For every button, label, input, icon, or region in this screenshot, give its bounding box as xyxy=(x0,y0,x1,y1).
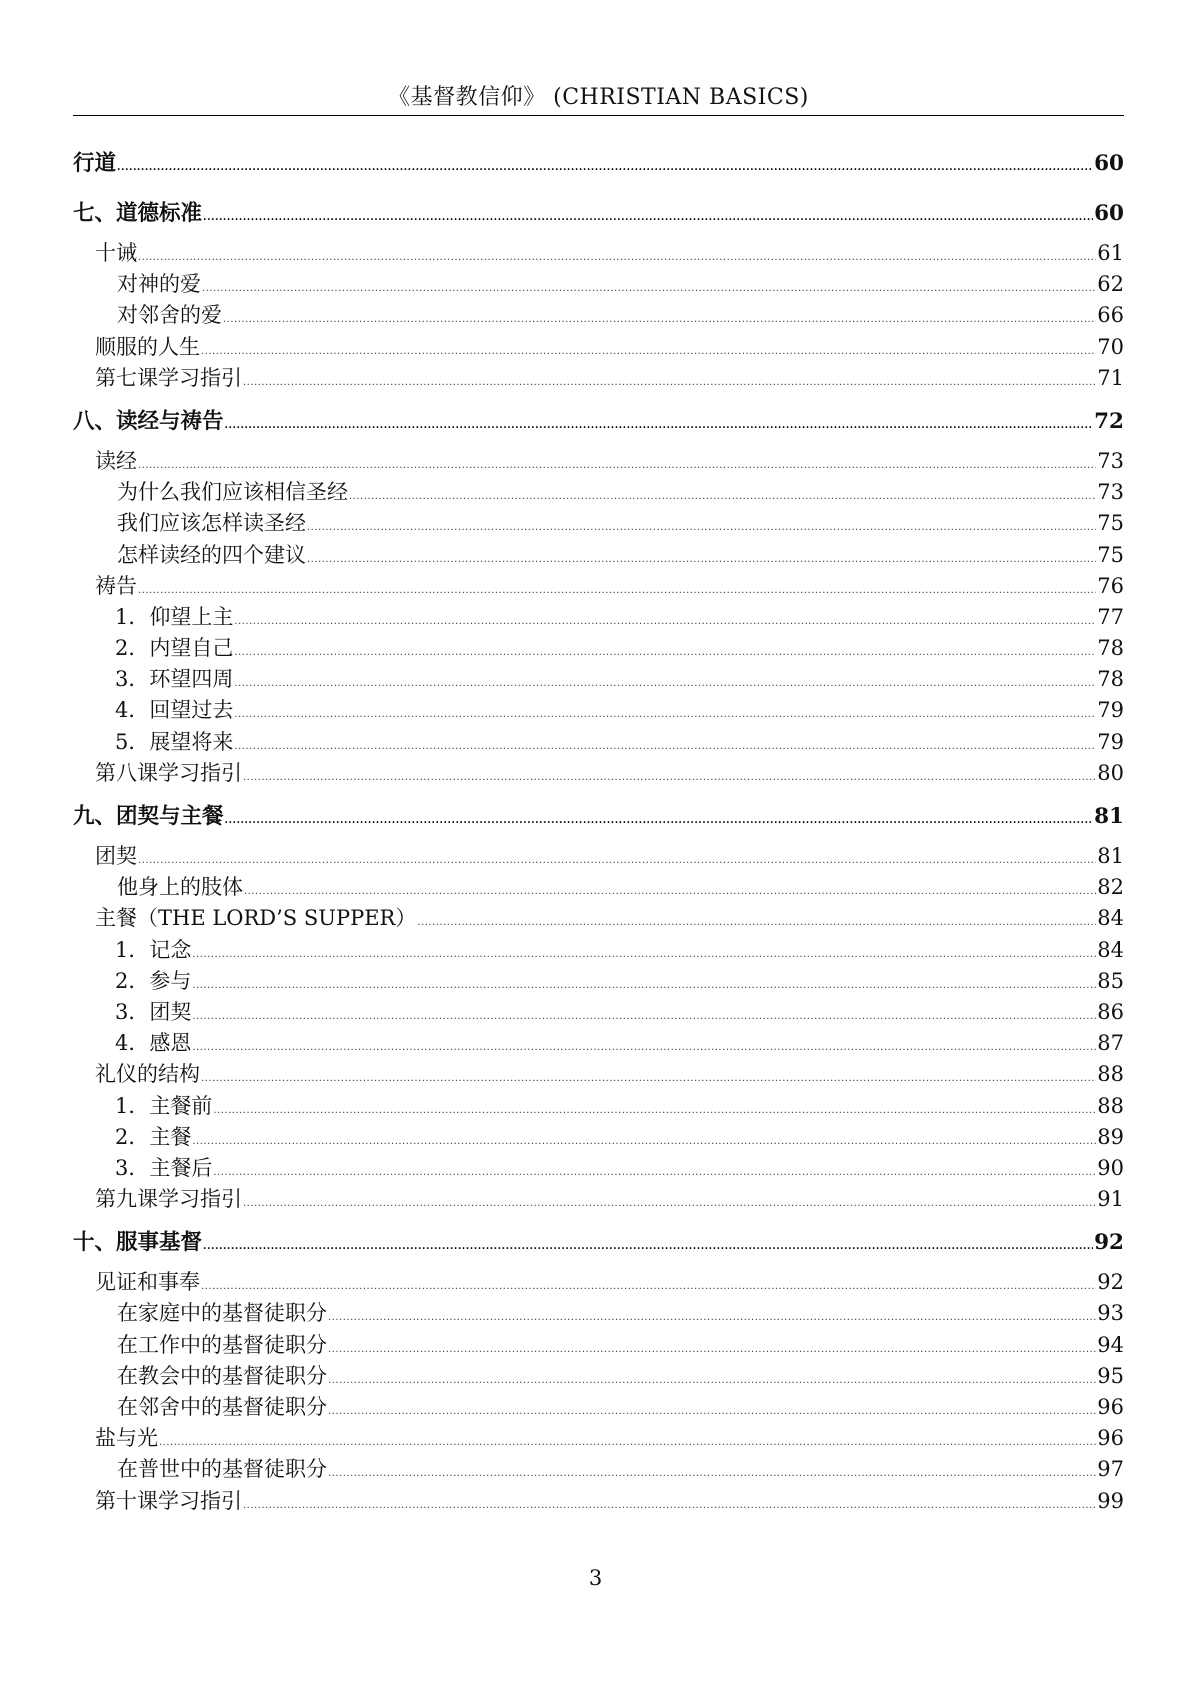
dot-leader xyxy=(417,907,1096,938)
toc-entry[interactable] xyxy=(73,1267,1124,1298)
toc-entry-title: 我们应该怎样读圣经 xyxy=(117,511,306,536)
toc-entry-page: 75 xyxy=(1097,542,1124,567)
toc-entry-page: 76 xyxy=(1097,573,1124,598)
toc-entry-page: 61 xyxy=(1097,241,1124,265)
toc-entry-title: 2．内望自己 xyxy=(115,636,234,661)
dot-leader xyxy=(234,668,1096,699)
toc-entry-title: 行道 xyxy=(73,151,117,176)
dot-leader xyxy=(225,404,1094,448)
toc-entry-title: 3．主餐后 xyxy=(115,1155,213,1180)
dot-leader xyxy=(307,512,1096,543)
dot-leader xyxy=(328,1334,1096,1365)
toc-entry-title: 第八课学习指引 xyxy=(95,760,242,785)
dot-leader xyxy=(192,939,1096,970)
toc-entry-title: 在教会中的基督徒职分 xyxy=(117,1363,327,1388)
toc-entry-page: 73 xyxy=(1097,480,1124,505)
toc-entry-page: 81 xyxy=(1094,804,1124,829)
dot-leader xyxy=(243,762,1096,793)
dot-leader xyxy=(138,242,1096,273)
toc-entry[interactable] xyxy=(73,508,1124,539)
toc-entry[interactable] xyxy=(73,935,1124,966)
toc-entry-title: 九、团契与主餐 xyxy=(73,804,224,829)
toc-entry-title: 2．参与 xyxy=(115,968,192,993)
toc-entry-title: 顺服的人生 xyxy=(95,334,200,359)
dot-leader xyxy=(225,799,1094,843)
toc-entry[interactable] xyxy=(73,758,1124,789)
toc-entry-title: 见证和事奉 xyxy=(95,1270,200,1295)
toc-entry-title: 在邻舍中的基督徒职分 xyxy=(117,1395,327,1419)
dot-leader xyxy=(307,544,1096,575)
toc-entry-page: 89 xyxy=(1097,1124,1124,1149)
toc-entry-title: 八、读经与祷告 xyxy=(73,408,224,434)
dot-leader xyxy=(117,146,1093,190)
toc-entry-title: 3．环望四周 xyxy=(115,667,234,692)
toc-entry-page: 87 xyxy=(1097,1031,1124,1056)
toc-chapter-entry[interactable] xyxy=(73,400,1124,444)
toc-entry[interactable] xyxy=(73,540,1124,571)
toc-entry-title: 怎样读经的四个建议 xyxy=(117,542,306,567)
toc-entry-title: 他身上的肢体 xyxy=(117,875,243,900)
toc-entry-page: 94 xyxy=(1097,1332,1124,1357)
toc-entry-title: 十、服事基督 xyxy=(73,1230,203,1256)
toc-entry[interactable] xyxy=(73,872,1124,903)
toc-entry-page: 97 xyxy=(1097,1457,1124,1482)
toc-entry-page: 81 xyxy=(1097,844,1124,868)
toc-entry-page: 79 xyxy=(1097,729,1124,754)
toc-entry-page: 66 xyxy=(1097,303,1124,328)
toc-entry[interactable] xyxy=(73,1392,1124,1423)
toc-entry-page: 95 xyxy=(1097,1363,1124,1388)
toc-entry-title: 团契 xyxy=(95,844,137,868)
toc-entry-title: 十诫 xyxy=(95,241,137,265)
toc-chapter-entry[interactable] xyxy=(73,142,1124,186)
dot-leader xyxy=(223,304,1096,335)
toc-entry[interactable] xyxy=(73,997,1124,1028)
dot-leader xyxy=(243,1490,1096,1521)
toc-entry-title: 为什么我们应该相信圣经 xyxy=(117,480,348,505)
toc-entry-title: 读经 xyxy=(95,448,137,473)
page-number: 3 xyxy=(588,1566,603,1590)
dot-leader xyxy=(349,481,1096,512)
toc-entry[interactable] xyxy=(73,695,1124,726)
toc-entry[interactable] xyxy=(73,841,1124,872)
toc-entry-page: 82 xyxy=(1097,875,1124,900)
toc-entry-page: 92 xyxy=(1097,1270,1124,1295)
toc-entry-title: 在家庭中的基督徒职分 xyxy=(117,1301,327,1326)
dot-leader xyxy=(213,1157,1096,1188)
toc-entry[interactable] xyxy=(73,571,1124,602)
toc-entry-page: 91 xyxy=(1097,1187,1124,1212)
toc-entry-page: 86 xyxy=(1097,999,1124,1024)
toc-entry-title: 1．主餐前 xyxy=(115,1093,213,1118)
dot-leader xyxy=(202,273,1096,304)
toc-entry[interactable] xyxy=(73,446,1124,477)
toc-entry[interactable] xyxy=(73,1122,1124,1153)
toc-entry-page: 78 xyxy=(1097,667,1124,692)
dot-leader xyxy=(213,1095,1096,1126)
toc-entry[interactable] xyxy=(73,477,1124,508)
toc-entry[interactable] xyxy=(73,1028,1124,1059)
dot-leader xyxy=(328,1396,1096,1427)
toc-entry-title: 祷告 xyxy=(95,573,137,598)
toc-chapter-entry[interactable] xyxy=(73,795,1124,839)
dot-leader xyxy=(234,606,1096,637)
dot-leader xyxy=(201,1271,1096,1302)
toc-entry-page: 90 xyxy=(1097,1155,1124,1180)
toc-entry-title: 1．记念 xyxy=(115,937,192,962)
toc-entry-page: 85 xyxy=(1097,968,1124,993)
toc-entry-page: 77 xyxy=(1097,604,1124,629)
toc-entry-title: 对邻舍的爱 xyxy=(117,303,222,328)
toc-entry-title: 在普世中的基督徒职分 xyxy=(117,1457,327,1482)
toc-entry-page: 93 xyxy=(1097,1301,1124,1326)
dot-leader xyxy=(203,196,1093,240)
toc-entry-title: 5．展望将来 xyxy=(115,729,234,754)
dot-leader xyxy=(328,1302,1096,1333)
toc-entry-title: 主餐（THE LORD’S SUPPER） xyxy=(95,906,417,931)
toc-entry[interactable] xyxy=(73,602,1124,633)
toc-entry[interactable] xyxy=(73,238,1124,269)
toc-entry[interactable] xyxy=(73,1298,1124,1329)
toc-entry[interactable] xyxy=(73,1330,1124,1361)
toc-entry-title: 4．回望过去 xyxy=(115,698,234,723)
toc-entry-page: 99 xyxy=(1097,1488,1124,1513)
toc-entry[interactable] xyxy=(73,269,1124,300)
toc-entry-page: 92 xyxy=(1094,1230,1124,1256)
toc-entry[interactable] xyxy=(73,1153,1124,1184)
toc-entry-page: 79 xyxy=(1097,698,1124,723)
toc-entry-title: 第九课学习指引 xyxy=(95,1187,242,1212)
toc-entry-title: 在工作中的基督徒职分 xyxy=(117,1332,327,1357)
toc-entry-page: 96 xyxy=(1097,1395,1124,1419)
toc-entry-page: 80 xyxy=(1097,760,1124,785)
dot-leader xyxy=(234,699,1096,730)
toc-entry[interactable] xyxy=(73,1184,1124,1215)
toc-entry-page: 84 xyxy=(1097,906,1124,931)
toc-entry-title: 对神的爱 xyxy=(117,272,201,297)
toc-entry-page: 84 xyxy=(1097,937,1124,962)
dot-leader xyxy=(234,731,1096,762)
dot-leader xyxy=(328,1365,1096,1396)
toc-entry-page: 73 xyxy=(1097,448,1124,473)
toc-entry-page: 88 xyxy=(1097,1062,1124,1087)
toc-entry-title: 七、道德标准 xyxy=(73,201,203,226)
toc-entry-title: 3．团契 xyxy=(115,999,192,1024)
header-divider xyxy=(73,115,1124,116)
dot-leader xyxy=(243,1188,1096,1219)
toc-entry[interactable] xyxy=(73,1486,1124,1517)
dot-leader xyxy=(192,1032,1096,1063)
toc-entry-page: 71 xyxy=(1097,365,1124,390)
dot-leader xyxy=(192,1126,1096,1157)
toc-entry-title: 2．主餐 xyxy=(115,1124,192,1149)
toc-entry-page: 72 xyxy=(1094,408,1124,434)
dot-leader xyxy=(192,1001,1096,1032)
toc-entry-page: 88 xyxy=(1097,1093,1124,1118)
dot-leader xyxy=(243,367,1096,398)
toc-entry[interactable] xyxy=(73,664,1124,695)
toc-entry-page: 70 xyxy=(1097,334,1124,359)
toc-entry-page: 78 xyxy=(1097,636,1124,661)
toc-entry[interactable] xyxy=(73,300,1124,331)
toc-entry[interactable] xyxy=(73,903,1124,934)
toc-entry-title: 1．仰望上主 xyxy=(115,604,234,629)
toc-chapter-entry[interactable] xyxy=(73,1221,1124,1265)
dot-leader xyxy=(203,1225,1093,1269)
toc-entry[interactable] xyxy=(73,1059,1124,1090)
toc-entry[interactable] xyxy=(73,1454,1124,1485)
dot-leader xyxy=(201,1063,1096,1094)
toc-entry-page: 75 xyxy=(1097,511,1124,536)
toc-entry-page: 62 xyxy=(1097,272,1124,297)
toc-entry[interactable] xyxy=(73,1091,1124,1122)
dot-leader xyxy=(201,336,1096,367)
dot-leader xyxy=(192,970,1096,1001)
toc-entry-title: 盐与光 xyxy=(95,1426,158,1451)
dot-leader xyxy=(138,575,1096,606)
running-header: 《基督教信仰》 (CHRISTIAN BASICS) xyxy=(388,85,809,110)
toc-entry[interactable] xyxy=(73,633,1124,664)
toc-entry[interactable] xyxy=(73,727,1124,758)
table-of-contents xyxy=(73,142,1124,1517)
toc-chapter-entry[interactable] xyxy=(73,192,1124,236)
toc-entry[interactable] xyxy=(73,363,1124,394)
toc-entry[interactable] xyxy=(73,1423,1124,1454)
dot-leader xyxy=(138,845,1096,876)
toc-entry[interactable] xyxy=(73,966,1124,997)
toc-entry[interactable] xyxy=(73,332,1124,363)
dot-leader xyxy=(328,1458,1096,1489)
toc-entry-title: 第七课学习指引 xyxy=(95,365,242,390)
toc-entry-title: 礼仪的结构 xyxy=(95,1062,200,1087)
toc-entry-page: 96 xyxy=(1097,1426,1124,1451)
toc-entry-page: 60 xyxy=(1094,201,1124,226)
toc-entry-title: 4．感恩 xyxy=(115,1031,192,1056)
toc-entry-title: 第十课学习指引 xyxy=(95,1488,242,1513)
toc-entry[interactable] xyxy=(73,1361,1124,1392)
dot-leader xyxy=(234,637,1096,668)
toc-entry-page: 60 xyxy=(1094,151,1124,176)
